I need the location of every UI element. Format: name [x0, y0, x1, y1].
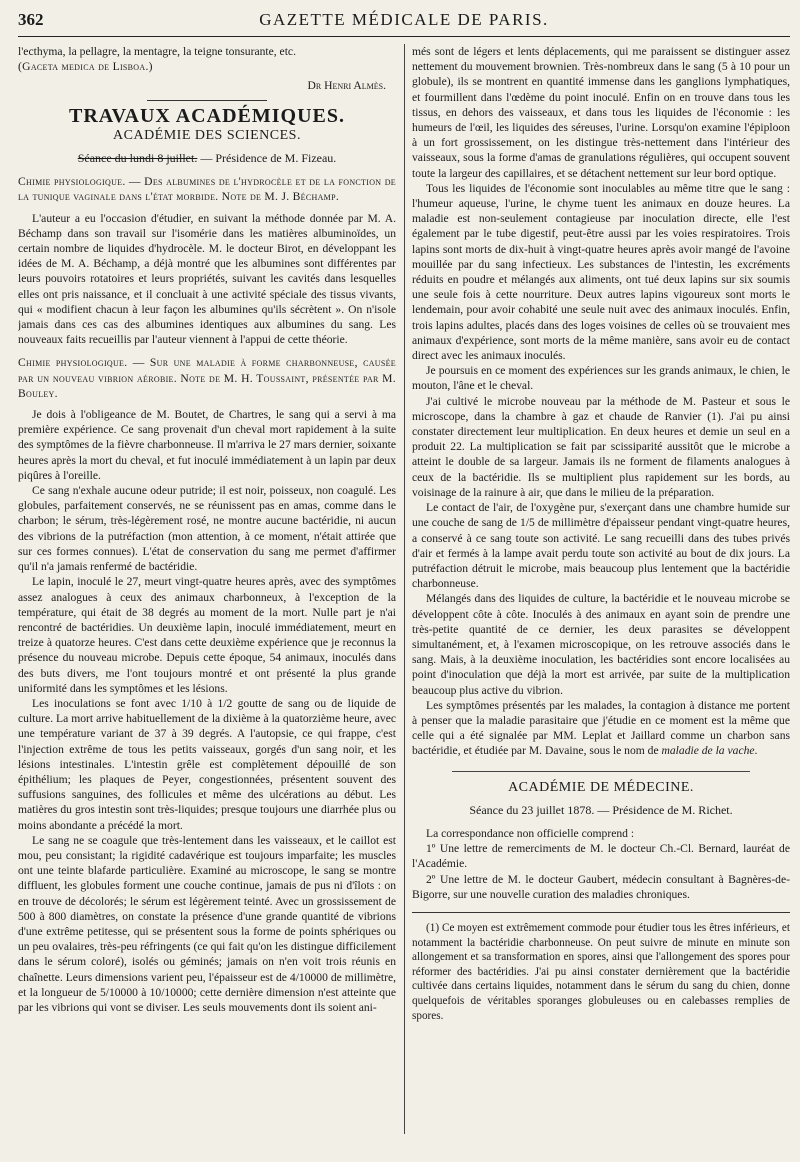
paragraph-experiments: Je poursuis en ce moment des expériences sur les grands animaux, le chien, le mouton, l'âne et le cheval. [412, 364, 790, 393]
paragraph-mixture: Mélangés dans des liquides de culture, la bactéridie et le nouveau microbe se développent côte à côte. Inoculés à des animaux en ayant soin de prendre une très-petite quantité de ce dernier, les deux parasites se développent simultanément, et, à l'examen microscopique, on les retrouve associés dans le sang. Mais, à la deuxième inoculation, les bactéridies sont encore localisées au point d'inoculation que déjà la mort est arrivée, par suite de la multiplication beaucoup plus active du vibrion. [412, 592, 790, 697]
paper2-paragraph-1: Je dois à l'obligeance de M. Boutet, de Chartres, le sang qui a servi à ma première expérience. Ce sang provenait d'un cheval mort rapidement à la suite des symptômes de la fièvre charbonneuse. Il m'arriva le 27 mars dernier, soixante heures après la mort du cheval, et fut inoculé immédiatement à un lapin par deux piqûres à l'oreille. [18, 408, 396, 482]
author-signature: Dr Henri Almès. [307, 79, 386, 93]
academy-heading: ACADÉMIE DES SCIENCES. [113, 127, 301, 143]
left-column [18, 44, 396, 1154]
correspondence-item-1: 1º Une lettre de remerciments de M. le docteur Ch.-Cl. Bernard, lauréat de l'Académie. [412, 842, 790, 871]
session-presidency: — Présidence de M. Fizeau. [197, 151, 337, 166]
right-column [412, 44, 790, 1154]
paragraph-conclusion [412, 698, 790, 759]
paper2-paragraph-5: Le sang ne se coagule que très-lentement dans les vaisseaux, et le caillot est mou, peu consistant; la rigidité cadavérique est toujours imparfaite; les muscles ont une teinte blafarde particulière. Examiné au microscope, le sang se montre diffluent, les globules forment une couche continue, jamais de pus ni d'îlots : on en trouve de décolorés; le sérum est légèrement teinté. Avec un grossissement de 500 à 800 diamètres, on constate la présence d'une grande quantité de vibrions d'une extrême petitesse, qui se présentent sous la forme de points sphériques ou un peu ovalaires, très-peu réfringents (ce qui fait qu'on les distingue difficilement dans le sérum coloré), isolés ou géminés; jamais on n'en voit trois réunis en chaînette. Leurs dimensions varient peu, l'épaisseur est de 4/10000 de millimètre, et la longueur de 5/10000 à 10/10000; cette dernière dimension n'est atteinte que par les vibrions qui vont se diviser. Les seuls mouvements dont ils soient ani- [18, 833, 396, 1014]
conclusion-end: . [754, 744, 758, 758]
session-date: Séance du lundi 8 juillet. [77, 151, 198, 166]
columns [18, 44, 790, 1154]
column-rule [404, 44, 405, 1134]
page-number: 362 [18, 10, 44, 29]
paper2-paragraph-2: Ce sang n'exhale aucune odeur putride; il est noir, poisseux, non coagulé. Les globules, parfaitement conservés, ne se réunissent pas en amas, comme dans le charbon; le sérum, très-légèrement rosé, ne montre aucune bactéridie, ni aucun des vibrions de la putréfaction (mon attention, à ce moment, n'était attirée que sur ces formes connues). L'état de conservation du sang me permet d'affirmer qu'il n'a jamais renfermé de bactéridie. [18, 484, 396, 574]
page-header [18, 10, 790, 37]
footnote-text: (1) Ce moyen est extrêmement commode pour étudier tous les êtres inférieurs, et notamment la bactéridie charbonneuse. On peut suivre de minute en minute son allongement et sa transformation en spores, ainsi que l'allongement des spores pour réformer des bactéridies. J'ai pu ainsi constater dernièrement que la bactéridie cultivée dans certains liquides, notamment dans le sérum du sang du chien, donne quelquefois de véritables sporanges globuleuses ou en calebasses remplies de spores. [412, 921, 790, 1022]
disease-name: maladie de la vache [661, 744, 755, 758]
intro-line: l'ecthyma, la pellagre, la mentagre, la teigne tonsurante, etc. [18, 45, 296, 58]
footnote [412, 912, 790, 1023]
intro-source: (Gaceta medica de Lisboa.) [18, 60, 153, 74]
divider [452, 771, 750, 772]
paper2-paragraph-3: Le lapin, inoculé le 27, meurt vingt-quatre heures après, avec des symptômes assez analogues à ceux des animaux charbonneux, à l'exception de la température, qui était de 38 degrés au moment de la mort. Nulle part je n'ai rencontré de bactéridies. Un deuxième lapin, inoculé immédiatement, meurt en treize à quatorze heures. C'est dans cette deuxième expérience que je reconnus la présence du nouveau microbe. Depuis cette époque, 54 animaux, inoculés dans des buts divers, me l'ont toujours montré et ont présenté la plus grande uniformité dans les symptômes et les lésions. [18, 575, 396, 695]
correspondence-intro: La correspondance non officielle comprend : [426, 826, 635, 840]
paragraph-oxygen: Le contact de l'air, de l'oxygène pur, s'exerçant dans une chambre humide sur une couche de sang de 1/5 de millimètre d'épaisseur pendant vingt-quatre heures, a conservé à ce sang toute son activité. Le sang recueilli dans des tubes privés d'air et fermés à la lampe avait perdu toute son activité au bout de dix jours. La putréfaction détruit le microbe, mais beaucoup plus lentement que la bactéridie charbonneuse. [412, 501, 790, 591]
section-title: TRAVAUX ACADÉMIQUES. [69, 104, 345, 127]
journal-title: GAZETTE MÉDICALE DE PARIS. [259, 10, 549, 29]
paragraph-culture: J'ai cultivé le microbe nouveau par la méthode de M. Pasteur et sous le microscope, dans la chambre à gaz et chaude de Ranvier (1). J'ai pu ainsi constater directement leur multiplication. En deux heures et demie un seul en a produit 22. La multiplication se fait par scissiparité aussitôt que le microbe a atteint le double de sa largeur. Jamais ils ne forment de filaments analogues à ceux de la bactéridie. Ils se multiplient plus rapidement sur les bords, au voisinage de la rainure à air, que dans le milieu de la préparation. [412, 394, 790, 499]
paper1-heading: Chimie physiologique. — Des albumines de l'hydrocèle et de la fonction de la tunique vaginale dans l'état morbide. Note de M. J. Béchamp. [18, 175, 396, 204]
continuation-paragraph: més sont de légers et lents déplacements, qui me paraissent se distinguer assez nettement du mouvement brownien. Très-nombreux dans le sang (5 à 10 pour un globule), ils se montrent en quantité immense dans les ganglions lymphatiques, et fourmillent dans l'œdème du point inoculé. Enfin on en trouve dans tous les tissus, en dehors des vaisseaux, et dans tous les liquides de l'économie : les humeurs de l'œil, les liquides des séreuses, l'urine. Lorsqu'on examine l'épiploon à un fort grossissement, on les distingue très-nettement dans l'intérieur des vaisseaux, sous la forme d'amas de granulations régulières, qui occupent souvent toute la largeur des capillaires, et se détachent nettement sur leur bord optique. [412, 45, 790, 180]
divider [147, 100, 267, 101]
paper2-paragraph-4: Les inoculations se font avec 1/10 à 1/2 goutte de sang ou de liquide de culture. La mort arrive habituellement de la dixième à la quatorzième heure, avec une température variant de 37 à 39 degrés. A l'autopsie, ce qui frappe, c'est l'injection extrême de tous les petits vaisseaux, gorgés d'un sang noir, et les lésions intestinales. L'intestin grêle est complètement dépouillé de son épithélium; les plaques de Peyer, congestionnées, présentent souvent des suffusions sanguines, des follicules et même des ulcérations au début. Les matières du gros intestin sont très-liquides; presque toujours une diarrhée plus ou moins abondante a précédé la mort. [18, 696, 396, 832]
session-line [18, 151, 396, 166]
conclusion-text: Les symptômes présentés par les malades, la contagion à distance me portent à penser que la maladie parasitaire que j'étudie en ce moment est la même que celle qui a été signalée par MM. Leplat et Jaillard comme un charbon sans bactéridie, et étudiée par M. Davaine, sous le nom de [412, 698, 790, 758]
session-line-2: Séance du 23 juillet 1878. — Présidence de M. Richet. [469, 802, 733, 817]
correspondence-item-2: 2º Une lettre de M. le docteur Gaubert, médecin consultant à Bagnères-de-Bigorre, sur une nouvelle curation des maladies chroniques. [412, 872, 790, 901]
paper2-heading: Chimie physiologique. — Sur une maladie à forme charbonneuse, causée par un nouveau vibrion aérobie. Note de M. H. Toussaint, présentée par M. Bouley. [18, 356, 396, 400]
paragraph-inoculation: Tous les liquides de l'économie sont inoculables au même titre que le sang : l'humeur aqueuse, l'urine, le chyme tuent les animaux en douze heures. La maladie est non-seulement contagieuse par inoculation directe, elle l'est également par le tube digestif, peut-être aussi par les voies respiratoires. Trois lapins sont morts de dix-huit à vingt-quatre heures après avoir mangé de l'avoine mouillée par du sang infectieux. Les substances de l'intestin, les excréments réduits en poudre et mélangés aux aliments, ont tué deux lapins sur six soumis une seule fois à cette nourriture. Deux autres lapins vigoureux sont morts le lendemain, pour avoir cohabité une seule nuit avec des animaux inoculés. Enfin, trois lapins adultes, placés dans des loges voisines de celles où se trouvaient mes animaux d'expérience, sont morts de la même manière, sans avoir eu de contact direct avec les animaux inoculés. [412, 181, 790, 363]
newspaper-page [18, 10, 790, 1155]
paper1-paragraph: L'auteur a eu l'occasion d'étudier, en suivant la méthode donnée par M. A. Béchamp dans son travail sur l'isomérie dans les matières albuminoïdes, un certain nombre de liquides d'hydrocèle. M. le docteur Birot, en développant les idées de M. A. Béchamp, a déjà montré que les albumines sont différentes par leurs pouvoirs rotatoires et leurs propriétés, suivant les cavités dans lesquelles elles ont pris naissance, et il concluait à une activité spéciale des tissus vivants, qui « modifient chacun à leur façon les albumines qu'ils sécrètent ». On n'isole jamais dans ces cas des albumines identiques aux albumines du sang. Les nouveaux faits recueillis par l'auteur viennent à l'appui de cette théorie. [18, 211, 396, 347]
academy-medecine-heading: ACADÉMIE DE MÉDECINE. [508, 779, 694, 795]
